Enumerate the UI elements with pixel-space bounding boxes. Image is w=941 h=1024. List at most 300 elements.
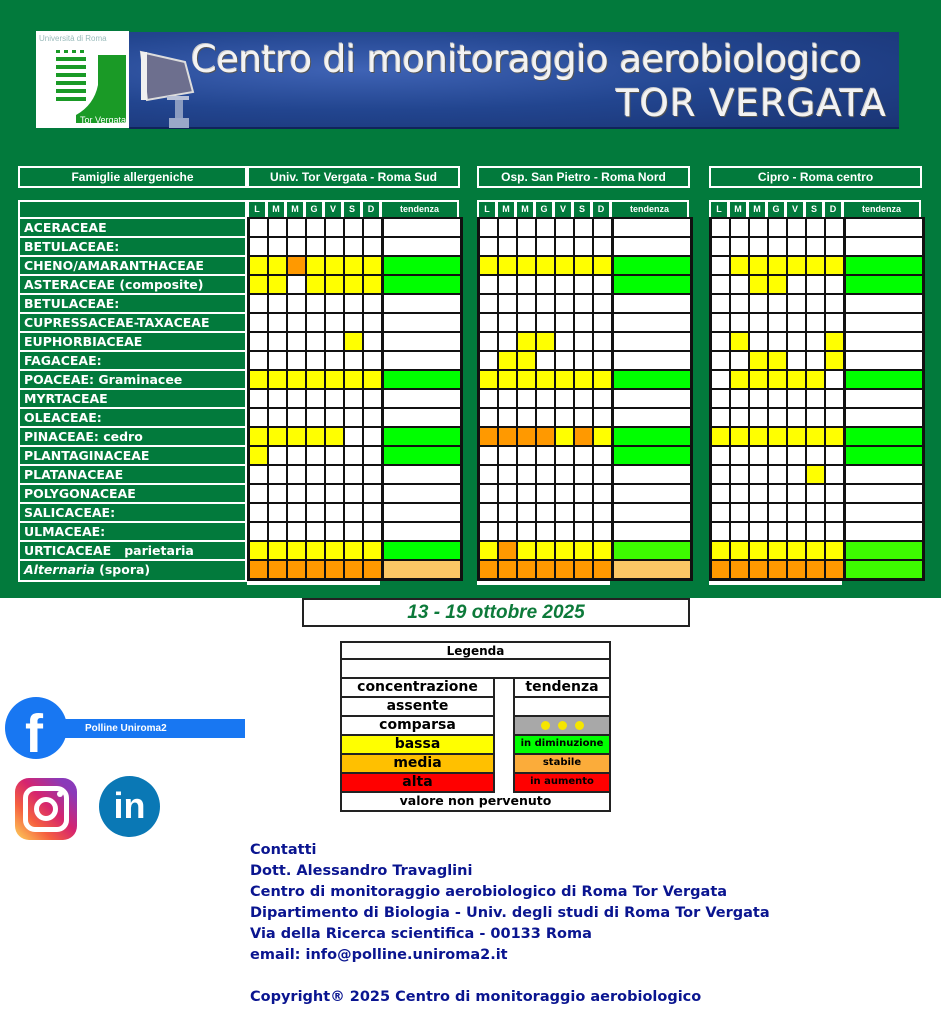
concentration-cell [536, 351, 555, 370]
trend-cell [382, 560, 461, 579]
concentration-cell [555, 218, 574, 237]
concentration-cell [825, 275, 844, 294]
concentration-cell [479, 332, 498, 351]
concentration-cell [325, 427, 344, 446]
concentration-cell [593, 370, 612, 389]
concentration-cell [363, 313, 382, 332]
concentration-cell [287, 465, 306, 484]
concentration-cell [517, 503, 536, 522]
concentration-cell [574, 332, 593, 351]
concentration-cell [498, 541, 517, 560]
concentration-cell [825, 541, 844, 560]
concentration-cell [711, 541, 730, 560]
legend-in-diminuzione: in diminuzione [515, 736, 611, 755]
concentration-cell [730, 370, 749, 389]
concentration-cell [730, 541, 749, 560]
concentration-cell [306, 389, 325, 408]
family-row: CHENO/AMARANTHACEAE [18, 257, 247, 276]
concentration-cell [730, 237, 749, 256]
trend-cell [612, 294, 691, 313]
concentration-cell [730, 313, 749, 332]
table-row [479, 332, 691, 351]
concentration-cell [593, 256, 612, 275]
trend-cell [844, 294, 923, 313]
concentration-cell [249, 370, 268, 389]
facebook-glyph: f [25, 704, 43, 764]
concentration-cell [536, 275, 555, 294]
site-table-san-pietro [477, 200, 693, 585]
concentration-cell [268, 351, 287, 370]
concentration-cell [363, 541, 382, 560]
concentration-cell [249, 446, 268, 465]
trend-cell [612, 541, 691, 560]
concentration-cell [344, 313, 363, 332]
dots-icon [515, 717, 609, 734]
concentration-cell [787, 541, 806, 560]
concentration-cell [536, 446, 555, 465]
trend-cell [382, 256, 461, 275]
trend-cell [612, 237, 691, 256]
concentration-cell [325, 275, 344, 294]
concentration-cell [344, 408, 363, 427]
families-header: Famiglie allergeniche [18, 166, 247, 188]
concentration-cell [517, 389, 536, 408]
concentration-cell [344, 275, 363, 294]
concentration-cell [344, 522, 363, 541]
day-header: D [591, 200, 610, 217]
concentration-cell [825, 389, 844, 408]
concentration-cell [711, 313, 730, 332]
concentration-cell [806, 560, 825, 579]
concentration-cell [768, 275, 787, 294]
concentration-cell [268, 484, 287, 503]
concentration-cell [268, 313, 287, 332]
concentration-cell [325, 351, 344, 370]
trend-cell [612, 389, 691, 408]
day-header: M [266, 200, 285, 217]
concentration-cell [593, 560, 612, 579]
family-row: Alternaria (spora) [18, 561, 247, 582]
family-row: PINACEAE: cedro [18, 428, 247, 447]
concentration-cell [768, 541, 787, 560]
table-underline [709, 581, 842, 585]
family-row: ASTERACEAE (composite) [18, 276, 247, 295]
concentration-cell [787, 351, 806, 370]
concentration-cell [730, 256, 749, 275]
trend-cell [612, 351, 691, 370]
concentration-cell [749, 351, 768, 370]
table-row [249, 408, 461, 427]
concentration-cell [749, 484, 768, 503]
day-header: S [804, 200, 823, 217]
concentration-cell [287, 541, 306, 560]
concentration-cell [479, 237, 498, 256]
concentration-cell [574, 256, 593, 275]
concentration-cell [574, 503, 593, 522]
concentration-cell [344, 427, 363, 446]
legend-bassa: bassa [340, 736, 495, 755]
university-logo [36, 31, 129, 128]
concentration-cell [711, 408, 730, 427]
instagram-lens [34, 797, 58, 821]
legend [340, 641, 611, 812]
concentration-cell [479, 446, 498, 465]
concentration-cell [806, 484, 825, 503]
table-row [249, 446, 461, 465]
concentration-cell [555, 503, 574, 522]
concentration-cell [517, 237, 536, 256]
concentration-cell [711, 370, 730, 389]
day-headers [477, 200, 693, 217]
logo-bottom-text: Tor Vergata [79, 115, 126, 125]
facebook-icon[interactable] [5, 697, 67, 764]
day-header: D [823, 200, 842, 217]
trend-cell [844, 522, 923, 541]
concentration-cell [825, 294, 844, 313]
table-row [711, 541, 923, 560]
concentration-cell [517, 446, 536, 465]
concentration-cell [536, 427, 555, 446]
concentration-cell [574, 389, 593, 408]
concentration-cell [287, 237, 306, 256]
concentration-cell [749, 237, 768, 256]
concentration-cell [498, 256, 517, 275]
trend-cell [382, 389, 461, 408]
table-row [249, 313, 461, 332]
trend-cell [382, 370, 461, 389]
concentration-cell [768, 427, 787, 446]
concentration-cell [806, 408, 825, 427]
concentration-cell [344, 294, 363, 313]
trend-cell [612, 256, 691, 275]
concentration-cell [479, 560, 498, 579]
concentration-cell [517, 218, 536, 237]
legend-gap [495, 698, 515, 717]
concentration-cell [574, 237, 593, 256]
concentration-cell [825, 332, 844, 351]
concentration-cell [711, 560, 730, 579]
concentration-cell [749, 275, 768, 294]
concentration-cell [498, 446, 517, 465]
concentration-cell [498, 237, 517, 256]
concentration-cell [555, 313, 574, 332]
concentration-cell [555, 484, 574, 503]
concentration-cell [555, 256, 574, 275]
legend-gap [495, 736, 515, 755]
family-row: EUPHORBIACEAE [18, 333, 247, 352]
concentration-cell [479, 484, 498, 503]
concentration-cell [268, 408, 287, 427]
table-row [249, 427, 461, 446]
table-row [249, 218, 461, 237]
concentration-cell [498, 332, 517, 351]
family-row: BETULACEAE: [18, 238, 247, 257]
concentration-cell [498, 370, 517, 389]
legend-title: Legenda [340, 641, 611, 660]
concentration-cell [306, 560, 325, 579]
concentration-cell [306, 370, 325, 389]
concentration-cell [268, 560, 287, 579]
concentration-cell [268, 275, 287, 294]
trend-cell [612, 408, 691, 427]
concentration-cell [498, 294, 517, 313]
concentration-cell [363, 427, 382, 446]
concentration-cell [574, 351, 593, 370]
trend-cell [844, 541, 923, 560]
concentration-cell [363, 332, 382, 351]
trend-cell [382, 313, 461, 332]
header-title: Centro di monitoraggio aerobiologico [191, 38, 862, 81]
concentration-cell [711, 275, 730, 294]
concentration-cell [287, 408, 306, 427]
concentration-cell [306, 294, 325, 313]
day-headers [247, 200, 463, 217]
concentration-cell [787, 294, 806, 313]
concentration-cell [536, 541, 555, 560]
contacts-title: Contatti [250, 842, 317, 858]
concentration-cell [768, 313, 787, 332]
contact-email[interactable]: email: info@polline.uniroma2.it [250, 947, 508, 963]
concentration-cell [730, 351, 749, 370]
legend-gap [495, 679, 515, 698]
concentration-cell [787, 332, 806, 351]
concentration-cell [749, 522, 768, 541]
concentration-cell [325, 256, 344, 275]
concentration-cell [363, 370, 382, 389]
legend-gap [495, 755, 515, 774]
concentration-cell [806, 503, 825, 522]
trend-cell [844, 275, 923, 294]
concentration-cell [768, 465, 787, 484]
legend-spacer [340, 660, 611, 679]
table-row [711, 446, 923, 465]
concentration-cell [498, 484, 517, 503]
trend-cell [612, 313, 691, 332]
concentration-cell [711, 465, 730, 484]
concentration-cell [593, 237, 612, 256]
concentration-cell [249, 332, 268, 351]
trend-cell [844, 313, 923, 332]
concentration-cell [344, 484, 363, 503]
concentration-cell [363, 351, 382, 370]
table-row [479, 503, 691, 522]
concentration-cell [498, 465, 517, 484]
concentration-cell [825, 351, 844, 370]
concentration-cell [593, 408, 612, 427]
concentration-cell [593, 275, 612, 294]
concentration-cell [363, 275, 382, 294]
concentration-cell [768, 522, 787, 541]
concentration-cell [517, 370, 536, 389]
concentration-cell [555, 560, 574, 579]
concentration-cell [287, 218, 306, 237]
concentration-cell [536, 294, 555, 313]
legend-assente: assente [340, 698, 495, 717]
concentration-cell [536, 256, 555, 275]
concentration-cell [574, 370, 593, 389]
concentration-cell [825, 313, 844, 332]
concentration-cell [711, 522, 730, 541]
trend-cell [382, 351, 461, 370]
concentration-cell [479, 370, 498, 389]
concentration-cell [711, 389, 730, 408]
concentration-cell [325, 332, 344, 351]
concentration-cell [498, 522, 517, 541]
table-row [479, 541, 691, 560]
concentration-cell [344, 560, 363, 579]
trend-cell [612, 484, 691, 503]
family-row: ULMACEAE: [18, 523, 247, 542]
trend-cell [612, 560, 691, 579]
trend-cell [844, 503, 923, 522]
concentration-cell [711, 484, 730, 503]
legend-in-aumento: in aumento [515, 774, 611, 793]
table-row [479, 484, 691, 503]
concentration-cell [249, 522, 268, 541]
concentration-cell [730, 484, 749, 503]
concentration-cell [344, 541, 363, 560]
concentration-cell [536, 237, 555, 256]
concentration-cell [344, 503, 363, 522]
legend-alta: alta [340, 774, 495, 793]
trend-cell [844, 370, 923, 389]
trend-cell [612, 370, 691, 389]
concentration-cell [730, 389, 749, 408]
trend-cell [844, 237, 923, 256]
day-header: M [747, 200, 766, 217]
concentration-cell [306, 427, 325, 446]
concentration-cell [287, 256, 306, 275]
concentration-cell [768, 332, 787, 351]
concentration-cell [787, 522, 806, 541]
concentration-cell [306, 351, 325, 370]
concentration-cell [325, 560, 344, 579]
trend-cell [382, 522, 461, 541]
trend-cell [612, 503, 691, 522]
concentration-cell [249, 408, 268, 427]
trend-cell [382, 427, 461, 446]
concentration-cell [574, 218, 593, 237]
concentration-cell [249, 465, 268, 484]
concentration-cell [287, 275, 306, 294]
facebook-link[interactable]: Polline Uniroma2 [60, 719, 245, 738]
family-row: POLYGONACEAE [18, 485, 247, 504]
concentration-cell [536, 560, 555, 579]
concentration-cell [768, 408, 787, 427]
concentration-cell [498, 427, 517, 446]
concentration-cell [787, 408, 806, 427]
trend-cell [382, 503, 461, 522]
concentration-cell [325, 313, 344, 332]
concentration-cell [287, 389, 306, 408]
concentration-cell [749, 427, 768, 446]
concentration-cell [749, 313, 768, 332]
day-header: G [766, 200, 785, 217]
concentration-cell [806, 522, 825, 541]
concentration-cell [574, 522, 593, 541]
trend-cell [844, 560, 923, 579]
concentration-cell [787, 427, 806, 446]
trend-cell [382, 294, 461, 313]
concentration-cell [268, 332, 287, 351]
concentration-cell [749, 465, 768, 484]
trend-cell [382, 408, 461, 427]
concentration-cell [517, 332, 536, 351]
concentration-cell [306, 446, 325, 465]
concentration-cell [536, 408, 555, 427]
concentration-cell [730, 332, 749, 351]
instagram-icon[interactable] [15, 778, 77, 840]
concentration-cell [517, 256, 536, 275]
concentration-cell [593, 446, 612, 465]
concentration-cell [806, 237, 825, 256]
concentration-cell [306, 484, 325, 503]
concentration-cell [825, 408, 844, 427]
concentration-cell [555, 294, 574, 313]
concentration-cell [249, 427, 268, 446]
day-headers [709, 200, 925, 217]
legend-footer: valore non pervenuto [340, 793, 611, 812]
concentration-cell [268, 256, 287, 275]
concentration-cell [287, 560, 306, 579]
concentration-cell [806, 332, 825, 351]
concentration-cell [517, 427, 536, 446]
concentration-cell [574, 408, 593, 427]
site-table-cipro [709, 200, 925, 585]
concentration-cell [749, 541, 768, 560]
concentration-cell [287, 427, 306, 446]
family-row: FAGACEAE: [18, 352, 247, 371]
concentration-cell [306, 503, 325, 522]
concentration-cell [363, 218, 382, 237]
day-header: L [709, 200, 728, 217]
table-row [711, 313, 923, 332]
concentration-cell [479, 275, 498, 294]
concentration-cell [249, 294, 268, 313]
concentration-cell [768, 446, 787, 465]
concentration-cell [249, 313, 268, 332]
table-row [711, 389, 923, 408]
concentration-cell [344, 256, 363, 275]
legend-gap [495, 717, 515, 736]
table-row [711, 522, 923, 541]
table-row [711, 256, 923, 275]
table-row [249, 389, 461, 408]
concentration-cell [787, 503, 806, 522]
concentration-cell [479, 218, 498, 237]
concentration-cell [249, 503, 268, 522]
concentration-cell [768, 370, 787, 389]
concentration-cell [517, 275, 536, 294]
concentration-cell [768, 294, 787, 313]
day-header: S [572, 200, 591, 217]
concentration-cell [249, 256, 268, 275]
concentration-cell [749, 560, 768, 579]
concentration-cell [730, 522, 749, 541]
trend-cell [382, 446, 461, 465]
concentration-cell [363, 389, 382, 408]
concentration-cell [825, 446, 844, 465]
concentration-cell [574, 541, 593, 560]
concentration-cell [806, 446, 825, 465]
trend-cell [612, 275, 691, 294]
concentration-cell [306, 465, 325, 484]
concentration-cell [730, 446, 749, 465]
day-header: M [496, 200, 515, 217]
concentration-cell [787, 237, 806, 256]
concentration-cell [517, 313, 536, 332]
linkedin-icon[interactable]: in [99, 776, 160, 837]
